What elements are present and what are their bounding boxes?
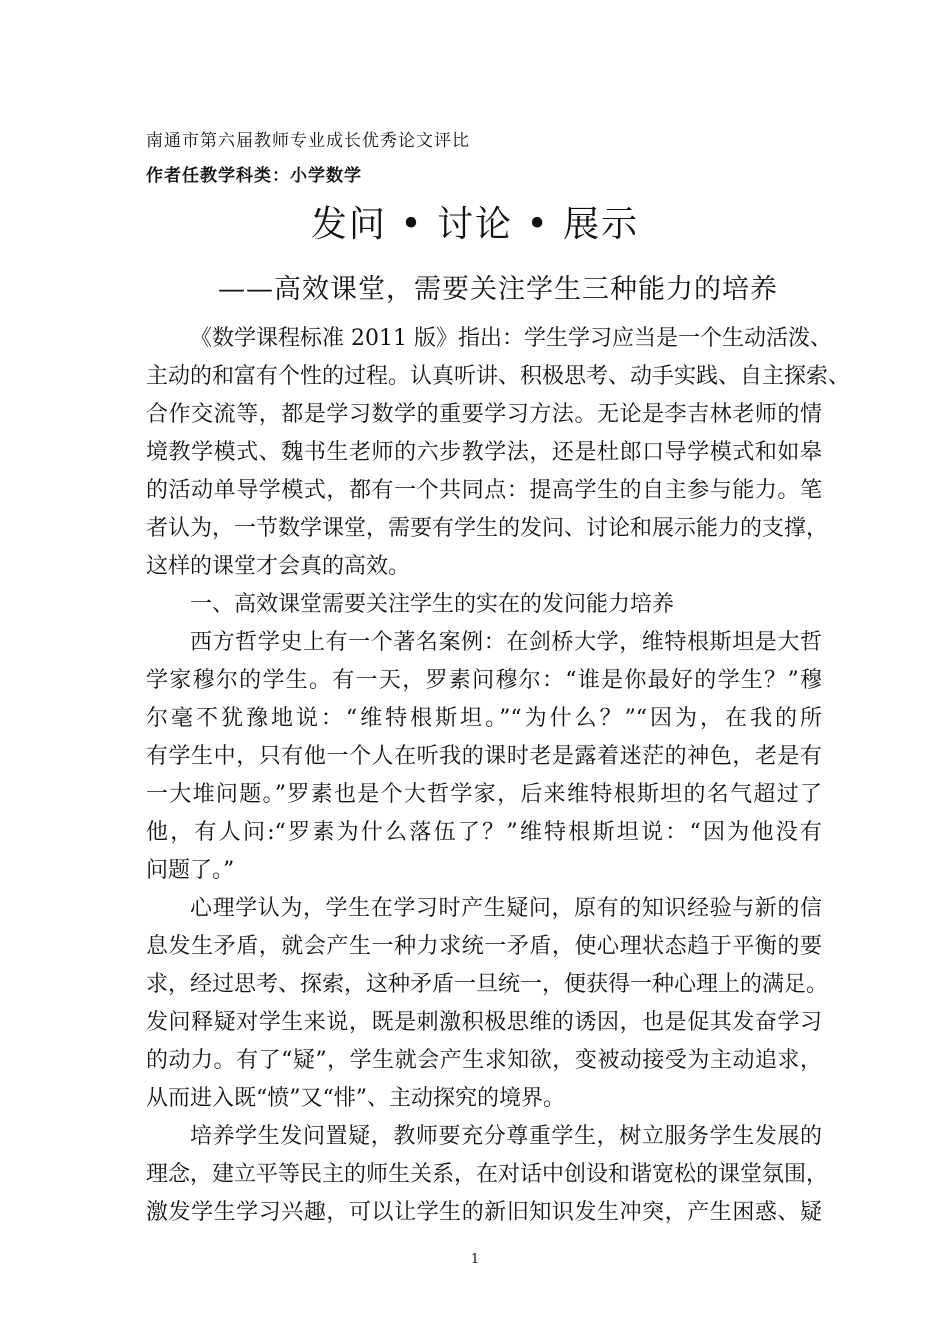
text-line: 合作交流等，都是学习数学的重要学习方法。无论是李吉林老师的情 <box>146 402 822 427</box>
text-line: 心理学认为，学生在学习时产生疑问，原有的知识经验与新的信 <box>190 896 822 921</box>
text-line: 的动力。有了“疑”，学生就会产生求知欲，变被动接受为主动追求， <box>146 1048 822 1073</box>
text-line: 的活动单导学模式，都有一个共同点：提高学生的自主参与能力。笔 <box>146 478 822 503</box>
text-line: 一、高效课堂需要关注学生的实在的发问能力培养 <box>190 592 675 617</box>
text-line: 西方哲学史上有一个著名案例：在剑桥大学，维特根斯坦是大哲 <box>190 630 822 655</box>
competition-header: 南通市第六届教师专业成长优秀论文评比 <box>146 131 470 151</box>
text-line: 息发生矛盾，就会产生一种力求统一矛盾，使心理状态趋于平衡的要 <box>146 934 822 959</box>
author-subject-line: 作者任教学科类：小学数学 <box>146 166 362 186</box>
text-line: 问题了。” <box>146 858 235 883</box>
section-heading <box>146 586 822 624</box>
text-line: 理念，建立平等民主的师生关系，在对话中创设和谐宽松的课堂氛围， <box>146 1162 829 1187</box>
text-line: 激发学生学习兴趣，可以让学生的新旧知识发生冲突，产生困惑、疑 <box>146 1200 822 1225</box>
body-paragraph <box>146 624 822 890</box>
paper-title: 发问 • 讨论 • 展示 <box>310 204 640 245</box>
body-paragraph <box>146 1118 829 1232</box>
text-line: 《数学课程标准 2011 版》指出：学生学习应当是一个生动活泼、 <box>190 326 832 351</box>
text-line: 从而进入既“愤”又“悱”、主动探究的境界。 <box>146 1086 565 1111</box>
text-line: 他，有人问:“罗素为什么落伍了？”维特根斯坦说：“因为他没有 <box>146 820 822 845</box>
body-paragraph <box>146 890 829 1118</box>
text-line: 一大堆问题。”罗素也是个大哲学家，后来维特根斯坦的名气超过了 <box>146 782 822 807</box>
text-line: 培养学生发问置疑，教师要充分尊重学生，树立服务学生发展的 <box>190 1124 822 1149</box>
text-line: 尔毫不犹豫地说：“维特根斯坦。”“为什么？”“因为，在我的所 <box>146 706 822 731</box>
text-line: 这样的课堂才会真的高效。 <box>146 554 411 579</box>
page-number: 1 <box>470 1252 480 1267</box>
paper-body <box>146 320 851 1232</box>
text-line: 境教学模式、魏书生老师的六步教学法，还是杜郎口导学模式和如皋 <box>146 440 822 465</box>
text-line: 主动的和富有个性的过程。认真听讲、积极思考、动手实践、自主探索、 <box>146 364 851 389</box>
text-line: 发问释疑对学生来说，既是刺激积极思维的诱因，也是促其发奋学习 <box>146 1010 822 1035</box>
text-line: 者认为，一节数学课堂，需要有学生的发问、讨论和展示能力的支撑， <box>146 516 829 541</box>
text-line: 求，经过思考、探索，这种矛盾一旦统一，便获得一种心理上的满足。 <box>146 972 829 997</box>
text-line: 有学生中，只有他一个人在听我的课时老是露着迷茫的神色，老是有 <box>146 744 822 769</box>
paper-subtitle: ——高效课堂，需要关注学生三种能力的培养 <box>218 274 778 305</box>
body-paragraph <box>146 320 851 586</box>
text-line: 学家穆尔的学生。有一天，罗素问穆尔：“谁是你最好的学生？”穆 <box>146 668 822 693</box>
